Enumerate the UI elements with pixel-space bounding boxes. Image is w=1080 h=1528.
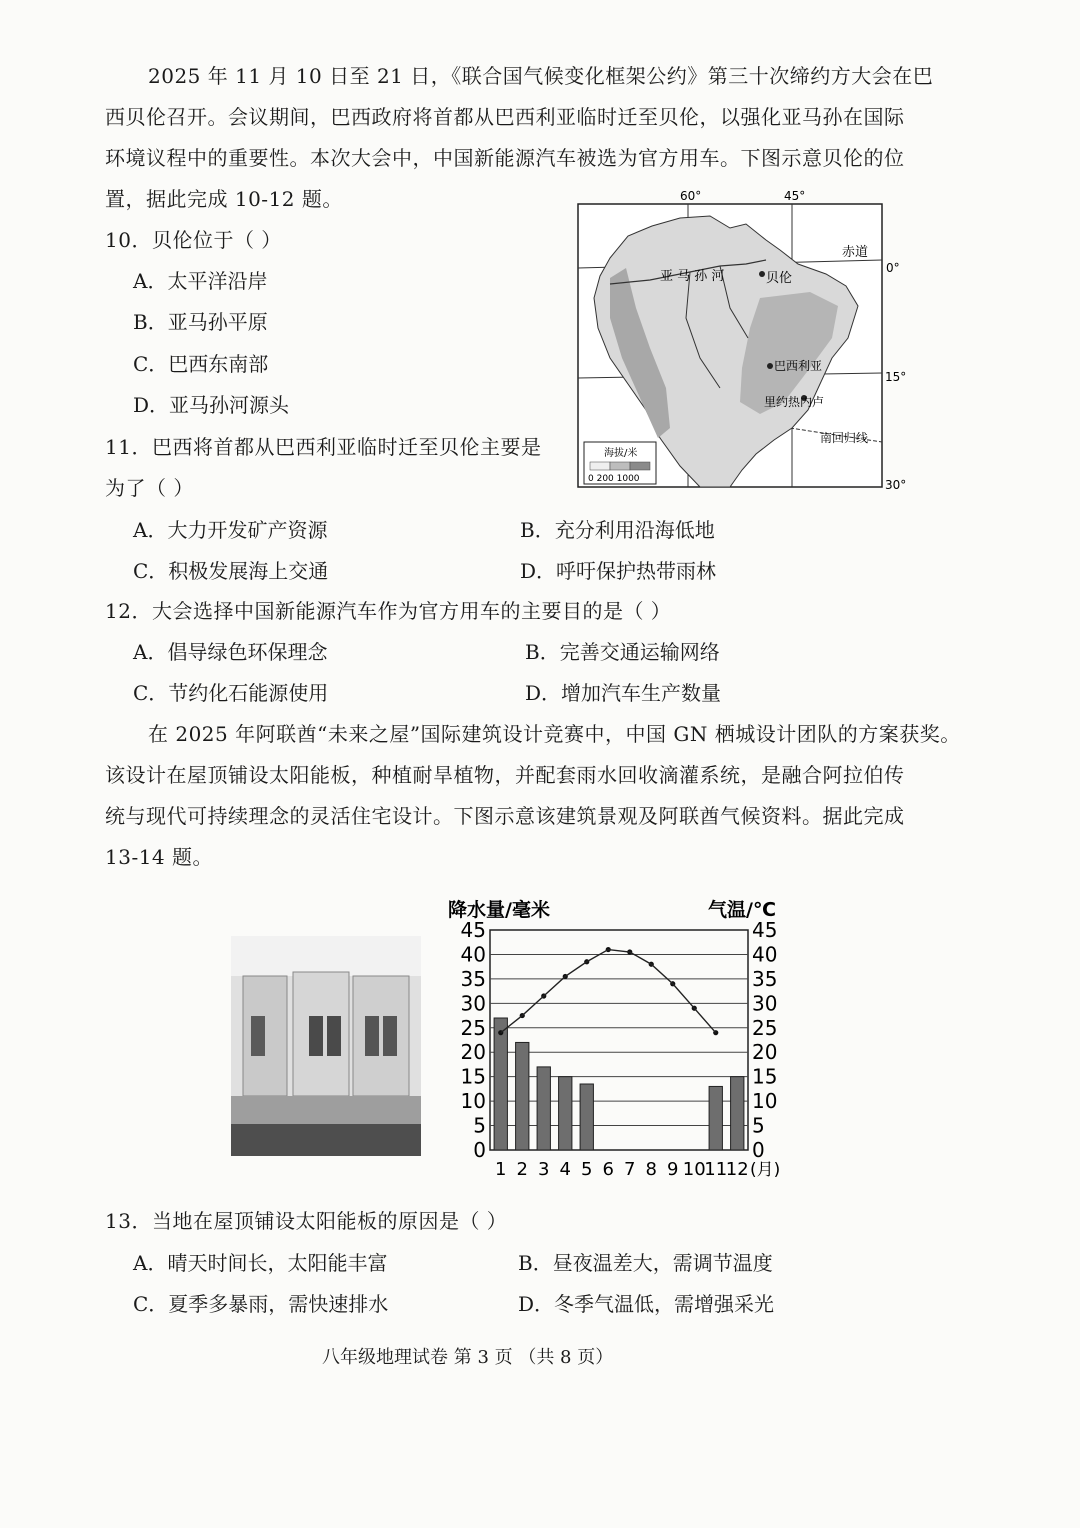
temp-tick-label: 0: [752, 1138, 765, 1162]
precip-tick-label: 35: [460, 966, 486, 991]
temp-axis-label: 气温/℃: [708, 899, 776, 921]
precip-tick-label: 5: [473, 1113, 486, 1138]
precip-bar: [494, 1018, 507, 1150]
tropic-label: 南回归线: [820, 431, 869, 445]
brazil-location-map: [570, 188, 907, 493]
belem-marker: [759, 271, 765, 277]
passage2-line-3: 统与现代可持续理念的灵活住宅设计。下图示意该建筑景观及阿联酋气候资料。据此完成: [105, 804, 905, 828]
q13-option-c[interactable]: C．夏季多暴雨，需快速排水: [133, 1292, 389, 1316]
temp-tick-label: 15: [752, 1064, 778, 1089]
rio-label: 里约热内卢: [764, 395, 825, 409]
q13-option-b[interactable]: B．昼夜温差大，需调节温度: [518, 1251, 773, 1275]
passage1-line-4: 置，据此完成 10-12 题。: [105, 187, 343, 211]
brasilia-marker: [767, 363, 773, 369]
temp-tick-label: 35: [752, 966, 778, 991]
equator-label: 赤道: [842, 245, 869, 260]
precip-bar: [516, 1042, 529, 1150]
temp-line: [501, 950, 716, 1033]
q11-option-b[interactable]: B．充分利用沿海低地: [520, 518, 715, 542]
page-footer: 八年级地理试卷 第 3 页 （共 8 页）: [322, 1347, 614, 1368]
precip-axis-label: 降水量/毫米: [448, 899, 550, 921]
q10-option-c[interactable]: C．巴西东南部: [133, 352, 269, 376]
lon-label-60: 60°: [680, 189, 702, 203]
q12-option-d[interactable]: D．增加汽车生产数量: [525, 681, 722, 705]
passage1-line-3: 环境议程中的重要性。本次大会中，中国新能源汽车被选为官方用车。下图示意贝伦的位: [105, 146, 905, 170]
temp-tick-label: 10: [752, 1089, 778, 1114]
precip-tick-label: 15: [460, 1064, 486, 1089]
map-legend-title: 海拔/米: [604, 448, 638, 459]
q11-option-d[interactable]: D．呼吁保护热带雨林: [520, 559, 717, 583]
q11-stem-line-1: 11．巴西将首都从巴西利亚临时迁至贝伦主要是: [105, 435, 542, 459]
passage1-line-1: 2025 年 11 月 10 日至 21 日，《联合国气候变化框架公约》第三十次缔约方大会在巴: [148, 64, 934, 88]
q13-stem: 13．当地在屋顶铺设太阳能板的原因是（ ）: [105, 1209, 508, 1233]
q12-option-b[interactable]: B．完善交通运输网络: [525, 640, 720, 664]
q11-option-c[interactable]: C．积极发展海上交通: [133, 559, 329, 583]
belem-label: 贝伦: [766, 271, 793, 286]
month-unit-label: (月): [750, 1160, 781, 1180]
passage2-line-1: 在 2025 年阿联酋“未来之屋”国际建筑设计竞赛中，中国 GN 栖城设计团队的方案获奖。: [148, 722, 961, 746]
lat-label-0: 0°: [886, 261, 900, 275]
q10-stem: 10．贝伦位于（ ）: [105, 228, 282, 252]
precip-tick-label: 20: [460, 1040, 486, 1065]
temp-tick-label: 20: [752, 1040, 778, 1065]
q12-option-c[interactable]: C．节约化石能源使用: [133, 681, 329, 705]
lat-label-30: 30°: [885, 478, 907, 492]
q11-stem-line-2: 为了（ ）: [105, 476, 194, 500]
month-tick-label: 9: [667, 1159, 679, 1180]
month-tick-label: 12: [725, 1159, 749, 1180]
month-tick-label: 4: [559, 1159, 571, 1180]
month-tick-label: 1: [495, 1159, 507, 1180]
q12-stem: 12．大会选择中国新能源汽车作为官方用车的主要目的是（ ）: [105, 599, 672, 623]
q10-option-d[interactable]: D．亚马孙河源头: [133, 393, 290, 417]
precip-bar: [537, 1067, 550, 1150]
q10-option-a[interactable]: A．太平洋沿岸: [133, 269, 268, 293]
precip-tick-label: 30: [460, 991, 486, 1016]
month-tick-label: 6: [602, 1159, 614, 1180]
month-tick-label: 2: [516, 1159, 528, 1180]
month-tick-label: 3: [538, 1159, 550, 1180]
precip-tick-label: 45: [460, 918, 486, 942]
building-model-photo: [231, 936, 421, 1156]
precip-tick-label: 40: [460, 942, 486, 967]
brasilia-label: 巴西利亚: [774, 359, 823, 373]
temp-tick-label: 5: [752, 1113, 765, 1138]
month-tick-label: 8: [645, 1159, 657, 1180]
precip-tick-label: 25: [460, 1015, 486, 1040]
passage2-line-2: 该设计在屋顶铺设太阳能板，种植耐旱植物，并配套雨水回收滴灌系统，是融合阿拉伯传: [105, 763, 905, 787]
q10-option-b[interactable]: B．亚马孙平原: [133, 310, 268, 334]
month-tick-label: 10: [682, 1159, 706, 1180]
temp-tick-label: 45: [752, 918, 778, 942]
q11-option-a[interactable]: A．大力开发矿产资源: [133, 518, 328, 542]
temp-tick-label: 40: [752, 942, 778, 967]
precip-tick-label: 0: [473, 1138, 486, 1162]
map-legend-ticks: 0 200 1000: [588, 474, 640, 484]
month-tick-label: 5: [581, 1159, 593, 1180]
precip-bar: [559, 1077, 572, 1150]
passage2-line-4: 13-14 题。: [105, 845, 214, 869]
month-tick-label: 11: [704, 1159, 728, 1180]
passage1-line-2: 西贝伦召开。会议期间，巴西政府将首都从巴西利亚临时迁至贝伦，以强化亚马孙在国际: [105, 105, 905, 129]
month-tick-label: 7: [624, 1159, 636, 1180]
q13-option-a[interactable]: A．晴天时间长，太阳能丰富: [133, 1251, 388, 1275]
q13-option-d[interactable]: D．冬季气温低，需增强采光: [518, 1292, 775, 1316]
amazon-river-label: 亚 马 孙 河: [660, 269, 725, 284]
precip-bar: [580, 1084, 593, 1150]
precip-tick-label: 10: [460, 1089, 486, 1114]
q12-option-a[interactable]: A．倡导绿色环保理念: [133, 640, 328, 664]
temp-tick-label: 25: [752, 1015, 778, 1040]
lat-label-15: 15°: [885, 370, 907, 384]
uae-climate-chart: [440, 892, 800, 1187]
precip-bar: [731, 1077, 744, 1150]
temp-tick-label: 30: [752, 991, 778, 1016]
lon-label-45: 45°: [784, 189, 806, 203]
precip-bar: [709, 1086, 722, 1150]
